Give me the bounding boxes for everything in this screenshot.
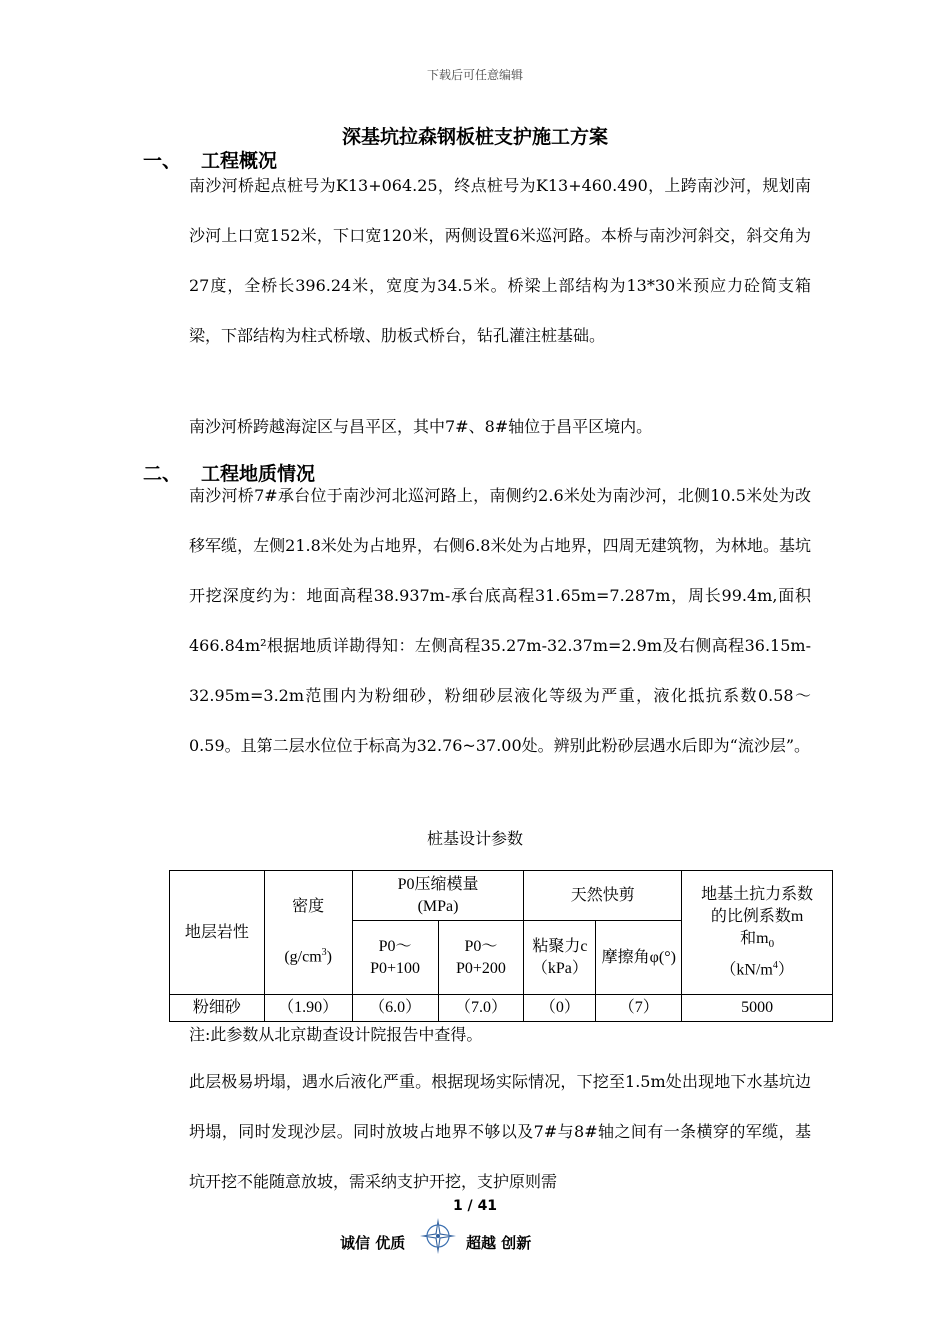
footer-slogan-right: 超越 创新 xyxy=(466,1234,532,1252)
section-2-title: 工程地质情况 xyxy=(201,463,316,485)
compass-star-icon xyxy=(418,1216,458,1256)
header-modulus-unit: (MPa) xyxy=(417,897,459,915)
cell-density: （1.90） xyxy=(264,995,352,1022)
header-modulus-label: P0压缩模量 xyxy=(397,875,479,893)
header-cohesion: 粘聚力c（kPa） xyxy=(524,921,596,995)
cell-cohesion: （0） xyxy=(524,995,596,1022)
table-caption: 桩基设计参数 xyxy=(426,829,523,848)
cell-layer: 粉细砂 xyxy=(170,995,265,1022)
header-p0-200: P0～P0+200 xyxy=(438,921,524,995)
table-row xyxy=(170,995,833,1022)
cell-coefficient: 5000 xyxy=(682,995,833,1022)
header-coefficient-line2: 的比例系数m xyxy=(710,907,804,925)
after-table-paragraph: 此层极易坍塌，遇水后液化严重。根据现场实际情况，下挖至1.5m处出现地下水基坑边坍塌，同时发现沙层。同时放坡占地界不够以及7#与8#轴之间有一条横穿的军缆，基坑开挖不能随意放坡，需采纳支护开挖，支护原则需 xyxy=(189,1072,811,1191)
footer-slogan-left: 诚信 优质 xyxy=(340,1234,406,1252)
section-1-number: 一、 xyxy=(143,150,182,172)
cell-friction: （7） xyxy=(596,995,682,1022)
header-density-unit: $(g/cm^3)$ xyxy=(284,947,332,966)
header-friction: 摩擦角φ(°) xyxy=(596,921,682,995)
page-separator: / xyxy=(462,1198,478,1214)
section-1-paragraph-2: 南沙河桥跨越海淀区与昌平区，其中7#、8#轴位于昌平区境内。 xyxy=(189,417,653,436)
section-1-title: 工程概况 xyxy=(201,150,278,172)
cell-p0-200: （7.0） xyxy=(438,995,524,1022)
document-title: 深基坑拉森钢板桩支护施工方案 xyxy=(341,126,608,148)
total-pages: 41 xyxy=(477,1198,498,1214)
header-density xyxy=(264,871,352,995)
section-2-number: 二、 xyxy=(143,463,182,485)
header-coefficient-line3: 和$m_0$ xyxy=(740,929,775,950)
section-1-paragraph-1: 南沙河桥起点桩号为K13+064.25，终点桩号为K13+460.490，上跨南沙河，规划南沙河上口宽152米，下口宽120米，两侧设置6米巡河路。本桥与南沙河斜交，斜交角为27度，全桥长396.24米，宽度为34.5米。桥梁上部结构为13*30米预应力砼简支箱梁，下部结构为柱式桥墩、肋板式桥台，钻孔灌注桩基础。 xyxy=(189,176,811,345)
header-note: 下载后可任意编辑 xyxy=(426,68,523,82)
section-2-paragraph-1: 南沙河桥7#承台位于南沙河北巡河路上，南侧约2.6米处为南沙河，北侧10.5米处为改移军缆，左侧21.8米处为占地界，右侧6.8米处为占地界，四周无建筑物，为林地。基坑开挖深度约为：地面高程38.937m-承台底高程31.65m=7.287m，周长99.4m,面积466.84m²根据地质详勘得知：左侧高程35.27m-32.37m=2.9m及右侧高程36.15m-32.95m=3.2m范围内为粉细砂，粉细砂层液化等级为严重，液化抵抗系数0.58～0.59。且第二层水位位于标高为32.76~37.00处。辨别此粉砂层遇水后即为“流沙层”。 xyxy=(189,486,811,755)
pile-parameters-table xyxy=(169,870,833,1022)
cell-p0-100: （6.0） xyxy=(352,995,438,1022)
header-shear: 天然快剪 xyxy=(524,871,682,921)
footer xyxy=(0,1216,950,1256)
header-modulus xyxy=(352,871,524,921)
page-number xyxy=(0,1198,950,1214)
header-coefficient xyxy=(682,871,833,995)
header-coefficient-line1: 地基土抗力系数 xyxy=(701,885,814,903)
header-p0-100: P0～P0+100 xyxy=(352,921,438,995)
table-note: 注:此参数从北京勘查设计院报告中查得。 xyxy=(189,1025,483,1044)
header-density-label: 密度 xyxy=(292,898,325,916)
current-page: 1 xyxy=(452,1198,463,1214)
header-coefficient-unit: $(kN/m^4)$ xyxy=(720,959,794,979)
header-layer: 地层岩性 xyxy=(170,871,265,995)
